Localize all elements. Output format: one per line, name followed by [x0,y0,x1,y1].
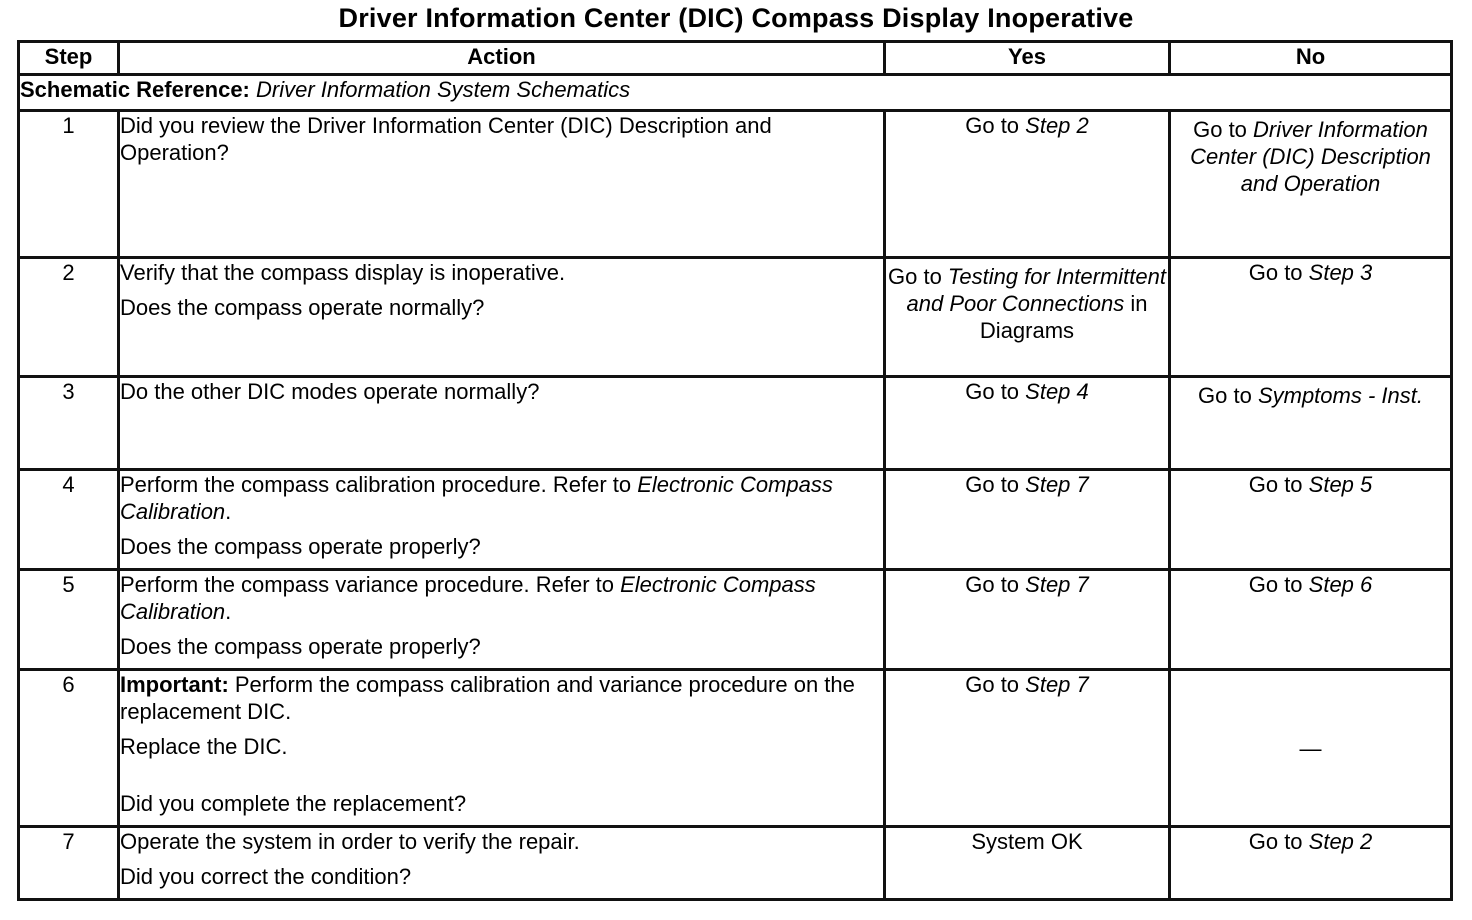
action-text: Did you review the Driver Information Center (DIC) Description and Operation? [120,113,772,165]
action-text: Operate the system in order to verify the repair. [120,829,580,854]
action-text: Replace the DIC. [120,734,288,759]
reference-link[interactable]: Electronic Compass Calibration [120,572,816,624]
schematic-reference-row [19,75,1452,111]
no-link[interactable]: Step 2 [1308,829,1373,854]
yes-link[interactable]: Step 7 [1025,572,1089,597]
yes-link[interactable]: Step 2 [1025,113,1089,138]
yes-result: Go to Step 4 [885,377,1170,470]
step-number: 7 [19,827,119,900]
action-question: Do the other DIC modes operate normally? [120,379,540,404]
yes-result: Go to Step 7 [885,570,1170,670]
yes-result [885,827,1170,900]
diagnostic-table [17,40,1453,901]
table-row [19,827,1452,900]
schematic-reference [19,75,1452,111]
no-link[interactable]: Symptoms - Inst. [1257,383,1423,408]
table-row [19,470,1452,570]
yes-result: Go to Step 2 [885,111,1170,258]
no-result: Go to Driver Information Center (DIC) Description and Operation [1170,111,1452,258]
yes-result: Go to Step 7 [885,470,1170,570]
column-header-step: Step [19,42,119,75]
yes-result: Go to Step 7 [885,670,1170,827]
step-action [119,111,885,258]
action-question: Does the compass operate properly? [120,634,481,659]
action-question: Did you complete the replacement? [120,791,467,816]
table-header-row [19,42,1452,75]
yes-result: Go to Testing for Intermittent and Poor Connections in Diagrams [885,258,1170,377]
important-note: Important: Perform the compass calibration and variance procedure on the replacement DIC. [120,672,855,724]
yes-link[interactable]: Step 7 [1025,472,1089,497]
yes-link[interactable]: Testing for Intermittent and Poor Connections [906,264,1166,316]
step-number: 3 [19,377,119,470]
step-action [119,670,885,827]
table-row [19,111,1452,258]
important-label: Important: [120,672,229,697]
no-result: Go to Step 6 [1170,570,1452,670]
column-header-action: Action [119,42,885,75]
step-action [119,258,885,377]
no-result-dash: — [1299,735,1322,761]
action-question: Did you correct the condition? [120,864,412,889]
no-link[interactable]: Step 5 [1308,472,1373,497]
schematic-reference-label: Schematic Reference: [20,77,250,102]
step-number: 2 [19,258,119,377]
column-header-no: No [1170,42,1452,75]
action-text: Perform the compass calibration procedure. Refer to Electronic Compass Calibration. [120,472,833,524]
page-title: Driver Information Center (DIC) Compass Display Inoperative [338,3,1134,33]
no-result: Go to Step 3 [1170,258,1452,377]
yes-link[interactable]: Step 7 [1025,672,1089,697]
step-action [119,827,885,900]
column-header-yes: Yes [885,42,1170,75]
step-number: 1 [19,111,119,258]
reference-link[interactable]: Electronic Compass Calibration [120,472,833,524]
table-row [19,570,1452,670]
table-row [19,258,1452,377]
step-number: 5 [19,570,119,670]
no-result: Go to Symptoms - Inst. [1170,377,1452,470]
step-number: 6 [19,670,119,827]
action-text: Perform the compass variance procedure. Refer to Electronic Compass Calibration. [120,572,816,624]
step-action [119,377,885,470]
action-text: Verify that the compass display is inoperative. [120,260,566,285]
step-action [119,470,885,570]
no-result [1170,670,1452,827]
table-row [19,377,1452,470]
table-row [19,670,1452,827]
schematic-reference-link[interactable]: Driver Information System Schematics [256,77,631,102]
no-link[interactable]: Driver Information Center (DIC) Description and Operation [1190,117,1431,196]
yes-link[interactable]: Step 4 [1025,379,1089,404]
system-ok: System OK [971,829,1083,854]
no-link[interactable]: Step 3 [1308,260,1373,285]
no-result: Go to Step 5 [1170,470,1452,570]
step-action [119,570,885,670]
action-question: Does the compass operate properly? [120,534,481,559]
no-link[interactable]: Step 6 [1308,572,1373,597]
action-question: Does the compass operate normally? [120,295,485,320]
step-number: 4 [19,470,119,570]
no-result: Go to Step 2 [1170,827,1452,900]
